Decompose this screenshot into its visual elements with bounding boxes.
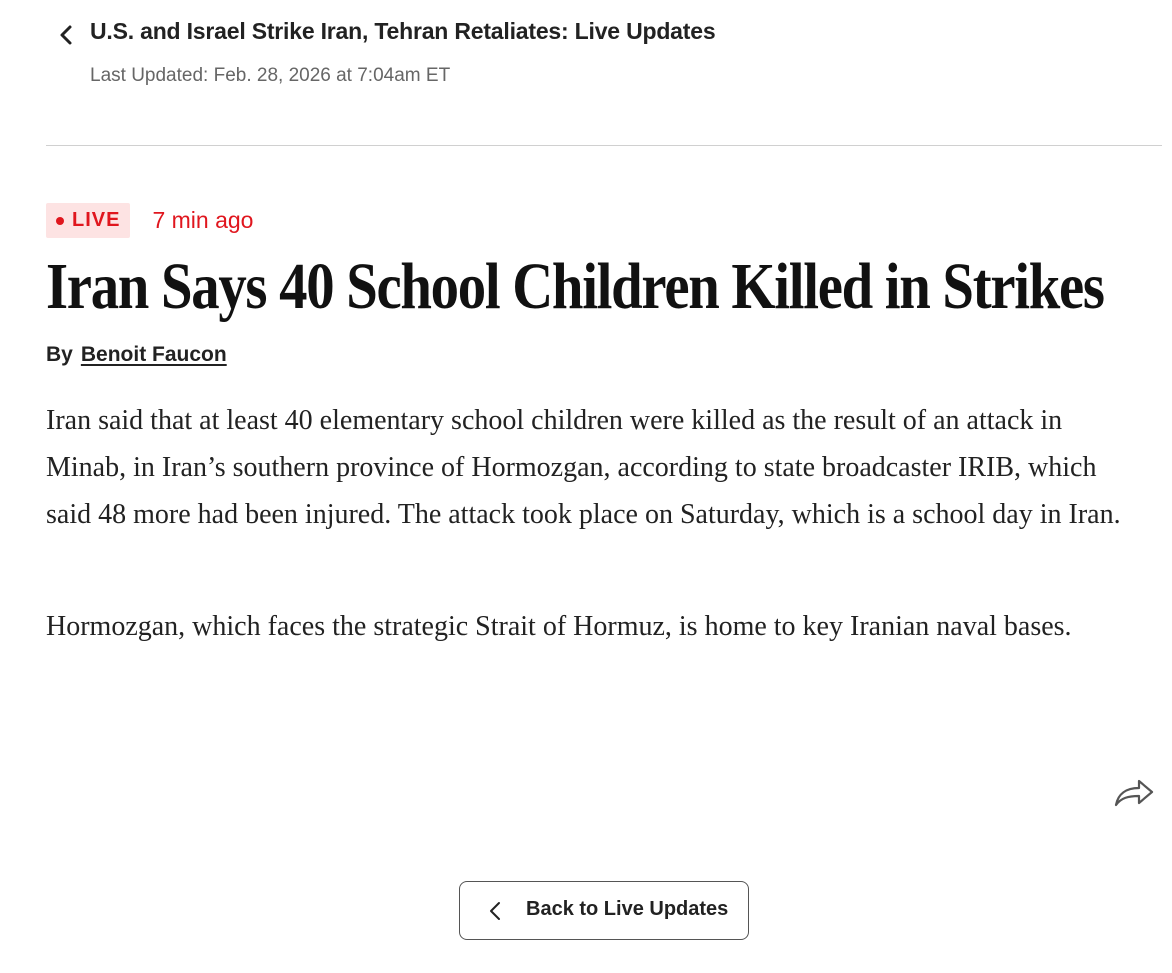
article-paragraph: Hormozgan, which faces the strategic Strait of Hormuz, is home to key Iranian naval bases. (46, 611, 1072, 642)
header-divider (46, 145, 1162, 146)
post-time-ago: 7 min ago (152, 207, 254, 233)
byline-prefix: By (46, 343, 73, 366)
back-button-label: Back to Live Updates (526, 898, 729, 920)
author-link[interactable]: Benoit Faucon (80, 343, 227, 366)
live-status-row (46, 203, 253, 238)
byline (46, 343, 227, 367)
live-dot-icon (56, 217, 64, 225)
chevron-left-icon[interactable] (56, 24, 78, 46)
live-coverage-title-link[interactable]: U.S. and Israel Strike Iran, Tehran Retaliates: Live Updates (90, 18, 716, 44)
article-headline: Iran Says 40 School Children Killed in Strikes (46, 250, 1104, 323)
share-arrow-icon[interactable] (1112, 772, 1156, 812)
back-to-live-updates-button[interactable] (459, 881, 749, 940)
live-badge (46, 203, 130, 238)
live-badge-label: LIVE (72, 209, 121, 231)
chevron-left-icon (486, 901, 506, 921)
last-updated-timestamp: Last Updated: Feb. 28, 2026 at 7:04am ET (90, 65, 451, 86)
article-paragraph: Iran said that at least 40 elementary school children were killed as the result of an attack in Minab, in Iran’s southern province of Hormozgan, according to state broadcaster IRIB, which said 48 more had been injured. The attack took place on Saturday, which is a school day in Iran. (46, 405, 1121, 530)
